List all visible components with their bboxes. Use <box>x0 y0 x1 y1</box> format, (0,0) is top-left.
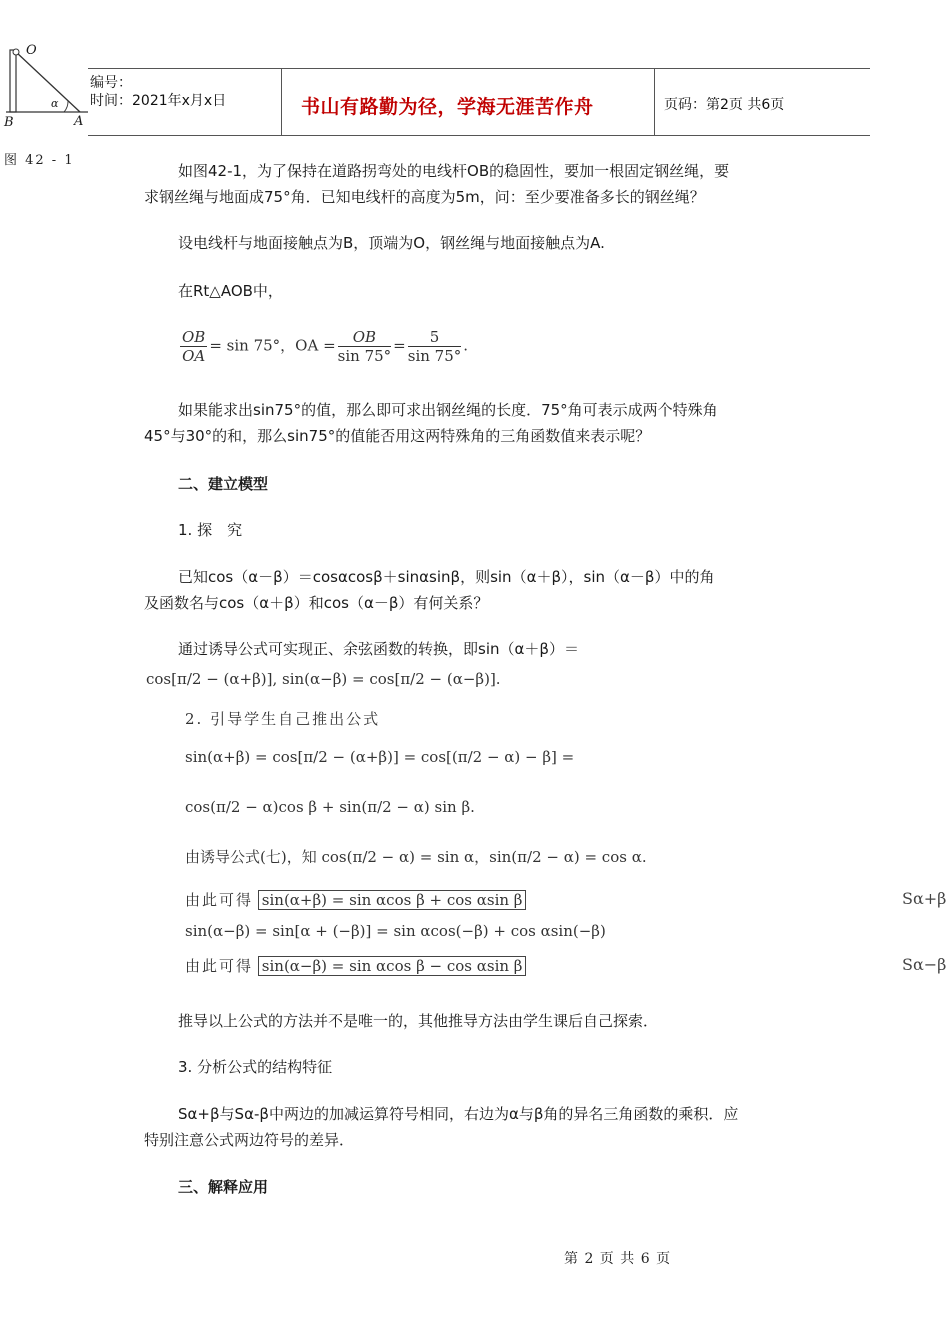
equation-middle: = sin 75°，OA = <box>209 336 336 355</box>
paragraph-other-methods: 推导以上公式的方法并不是唯一的，其他推导方法由学生课后自己探索． <box>178 1012 659 1030</box>
header-motto: 书山有路勤为径，学海无涯苦作舟 <box>301 96 594 118</box>
figure-label-alpha: α <box>51 97 59 110</box>
formula-box-difference: sin(α−β) = sin αcos β − cos αsin β <box>258 956 527 976</box>
paragraph-triangle: 在Rt△AOB中， <box>178 282 283 300</box>
page-footer: 第 2 页 共 6 页 <box>564 1251 672 1267</box>
fraction-num: OB <box>338 328 392 347</box>
paragraph-structure-line1: Sα+β与Sα-β中两边的加减运算符号相同，右边为α与β角的异名三角函数的乘积．应 <box>178 1105 739 1123</box>
subheading-derive: 2. 引导学生自己推出公式 <box>185 710 381 728</box>
formula-box-sum: sin(α+β) = sin αcos β + cos αsin β <box>258 890 527 910</box>
label-s-alpha-plus-beta: Sα+β <box>902 889 947 908</box>
figure-label-a: A <box>74 114 84 129</box>
header-divider-right <box>654 68 655 136</box>
fraction-ob-sin <box>338 328 392 365</box>
formula-prefix: 由此可得 <box>185 957 254 975</box>
equation-derive-step1: sin(α+β) = cos[π/2 − (α+β)] = cos[(π/2 − α) − β] = <box>185 748 575 766</box>
equation-difference-step: sin(α−β) = sin[α + (−β)] = sin αcos(−β) + cos αsin(−β) <box>185 922 606 940</box>
header-time: 时间：2021年x月x日 <box>90 93 227 109</box>
header-page-info: 页码：第2页 共6页 <box>664 97 785 113</box>
equation-oa <box>178 328 468 365</box>
paragraph-structure-line2: 特别注意公式两边符号的差异． <box>144 1131 355 1149</box>
equation-cos-conversion: cos[π/2 − (α+β)], sin(α−β) = cos[π/2 − (α−β)]. <box>146 670 501 688</box>
section-heading-model: 二、建立模型 <box>178 475 269 493</box>
equation-end: . <box>463 336 469 355</box>
fraction-5-sin <box>408 328 462 365</box>
figure-label-b: B <box>4 115 14 130</box>
fraction-num: 5 <box>408 328 462 347</box>
paragraph-known-line2: 及函数名与cos（α＋β）和cos（α－β）有何关系？ <box>144 594 489 612</box>
equals-sign: = <box>393 336 406 355</box>
fraction-den: OA <box>182 347 206 365</box>
subheading-explore: 1. 探 究 <box>178 521 243 539</box>
fraction-den: sin 75° <box>337 347 392 365</box>
paragraph-problem-line1: 如图42-1，为了保持在道路拐弯处的电线杆OB的稳固性，要加一根固定钢丝绳，要 <box>178 162 730 180</box>
formula-prefix: 由此可得 <box>185 891 254 909</box>
section-heading-application: 三、解释应用 <box>178 1178 269 1196</box>
paragraph-conversion: 通过诱导公式可实现正、余弦函数的转换，即sin（α＋β）＝ <box>178 640 579 658</box>
equation-induction: 由诱导公式(七)，知 cos(π/2 − α) = sin α，sin(π/2 − α) = cos α. <box>185 848 647 866</box>
header-bottom-border <box>88 135 870 136</box>
header-divider-left <box>281 68 282 136</box>
figure-caption: 图 42 - 1 <box>4 153 75 168</box>
equation-derive-step2: cos(π/2 − α)cos β + sin(π/2 − α) sin β. <box>185 798 475 816</box>
equation-sum-formula <box>185 889 526 910</box>
paragraph-setup: 设电线杆与地面接触点为B，顶端为O，钢丝绳与地面接触点为A. <box>178 234 605 252</box>
figure-label-o: O <box>26 43 37 58</box>
header-top-border <box>88 68 870 69</box>
paragraph-problem-line2: 求钢丝绳与地面成75°角．已知电线杆的高度为5m，问：至少要准备多长的钢丝绳？ <box>144 188 705 206</box>
equation-difference-formula <box>185 955 526 976</box>
paragraph-known-line1: 已知cos（α－β）＝cosαcosβ＋sinαsinβ，则sin（α＋β），sin（α－β）中的角 <box>178 568 715 586</box>
label-s-alpha-minus-beta: Sα−β <box>902 955 947 974</box>
header-id-label: 编号： <box>90 75 132 91</box>
paragraph-question-line2: 45°与30°的和，那么sin75°的值能否用这两特殊角的三角函数值来表示呢？ <box>144 427 651 445</box>
fraction-ob-oa <box>180 328 207 365</box>
paragraph-question-line1: 如果能求出sin75°的值，那么即可求出钢丝绳的长度．75°角可表示成两个特殊角 <box>178 401 718 419</box>
subheading-structure: 3. 分析公式的结构特征 <box>178 1058 333 1076</box>
fraction-den: sin 75° <box>407 347 462 365</box>
fraction-num: OB <box>182 328 206 346</box>
